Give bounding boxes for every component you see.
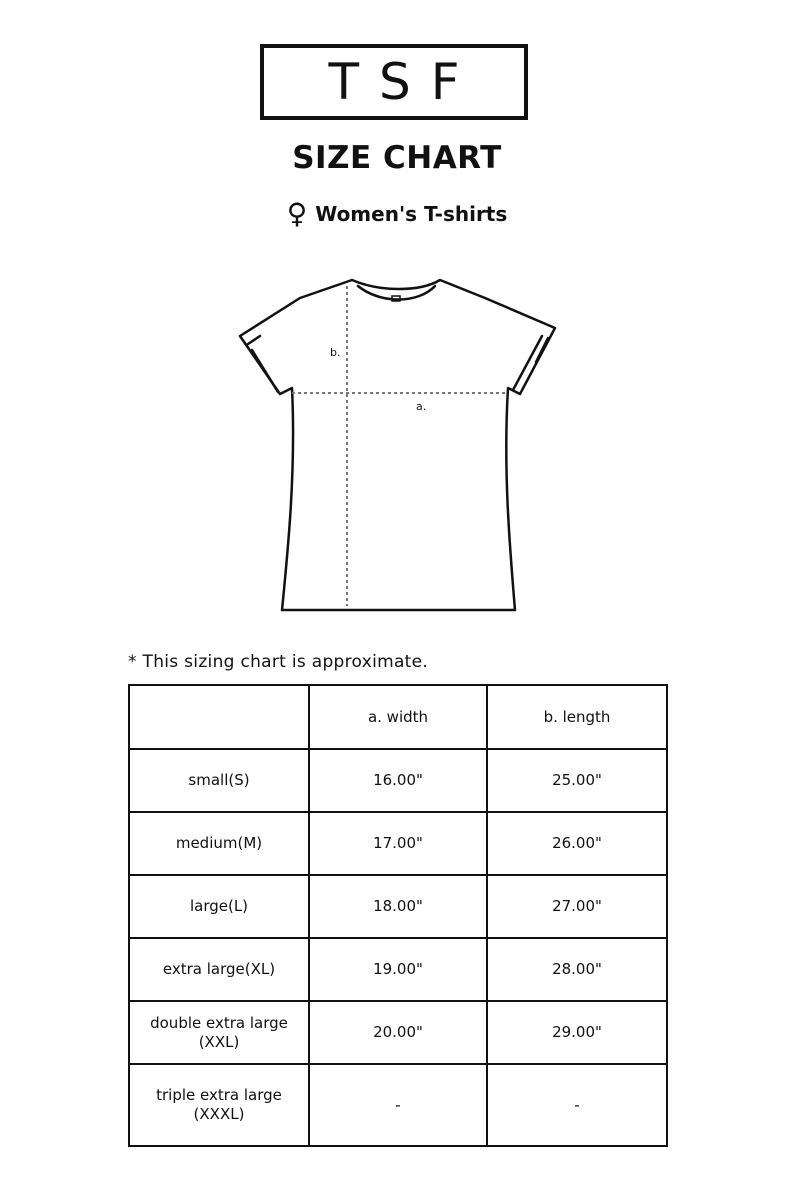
width-cell: 17.00" bbox=[309, 812, 487, 875]
width-cell: 16.00" bbox=[309, 749, 487, 812]
size-cell: extra large(XL) bbox=[129, 938, 309, 1001]
tshirt-outline bbox=[240, 280, 555, 610]
subtitle-text: Women's T-shirts bbox=[315, 202, 508, 226]
table-row bbox=[129, 875, 667, 938]
length-label: b. bbox=[330, 346, 341, 359]
sizing-note: * This sizing chart is approximate. bbox=[128, 652, 429, 672]
width-cell: 20.00" bbox=[309, 1001, 487, 1064]
page-title: SIZE CHART bbox=[292, 140, 502, 176]
width-cell: - bbox=[309, 1064, 487, 1146]
female-symbol-icon: ♀ bbox=[286, 197, 308, 230]
width-cell: 19.00" bbox=[309, 938, 487, 1001]
brand-logo bbox=[260, 44, 528, 120]
length-cell: 25.00" bbox=[487, 749, 667, 812]
table-row bbox=[129, 1064, 667, 1146]
table-row bbox=[129, 1001, 667, 1064]
size-cell: medium(M) bbox=[129, 812, 309, 875]
size-cell: triple extra large (XXXL) bbox=[129, 1064, 309, 1146]
subtitle bbox=[0, 197, 794, 230]
length-cell: - bbox=[487, 1064, 667, 1146]
length-cell: 26.00" bbox=[487, 812, 667, 875]
length-cell: 27.00" bbox=[487, 875, 667, 938]
width-cell: 18.00" bbox=[309, 875, 487, 938]
tshirt-diagram bbox=[230, 270, 570, 620]
size-cell: double extra large (XXL) bbox=[129, 1001, 309, 1064]
table-row bbox=[129, 812, 667, 875]
size-cell: small(S) bbox=[129, 749, 309, 812]
header-cell-length: b. length bbox=[487, 685, 667, 749]
size-cell: large(L) bbox=[129, 875, 309, 938]
size-table bbox=[128, 684, 668, 1147]
length-cell: 28.00" bbox=[487, 938, 667, 1001]
length-cell: 29.00" bbox=[487, 1001, 667, 1064]
table-row bbox=[129, 938, 667, 1001]
width-label: a. bbox=[416, 400, 427, 413]
table-header-row bbox=[129, 685, 667, 749]
header-cell-width: a. width bbox=[309, 685, 487, 749]
table-row bbox=[129, 749, 667, 812]
brand-name: TSF bbox=[328, 53, 480, 111]
header-cell-size bbox=[129, 685, 309, 749]
